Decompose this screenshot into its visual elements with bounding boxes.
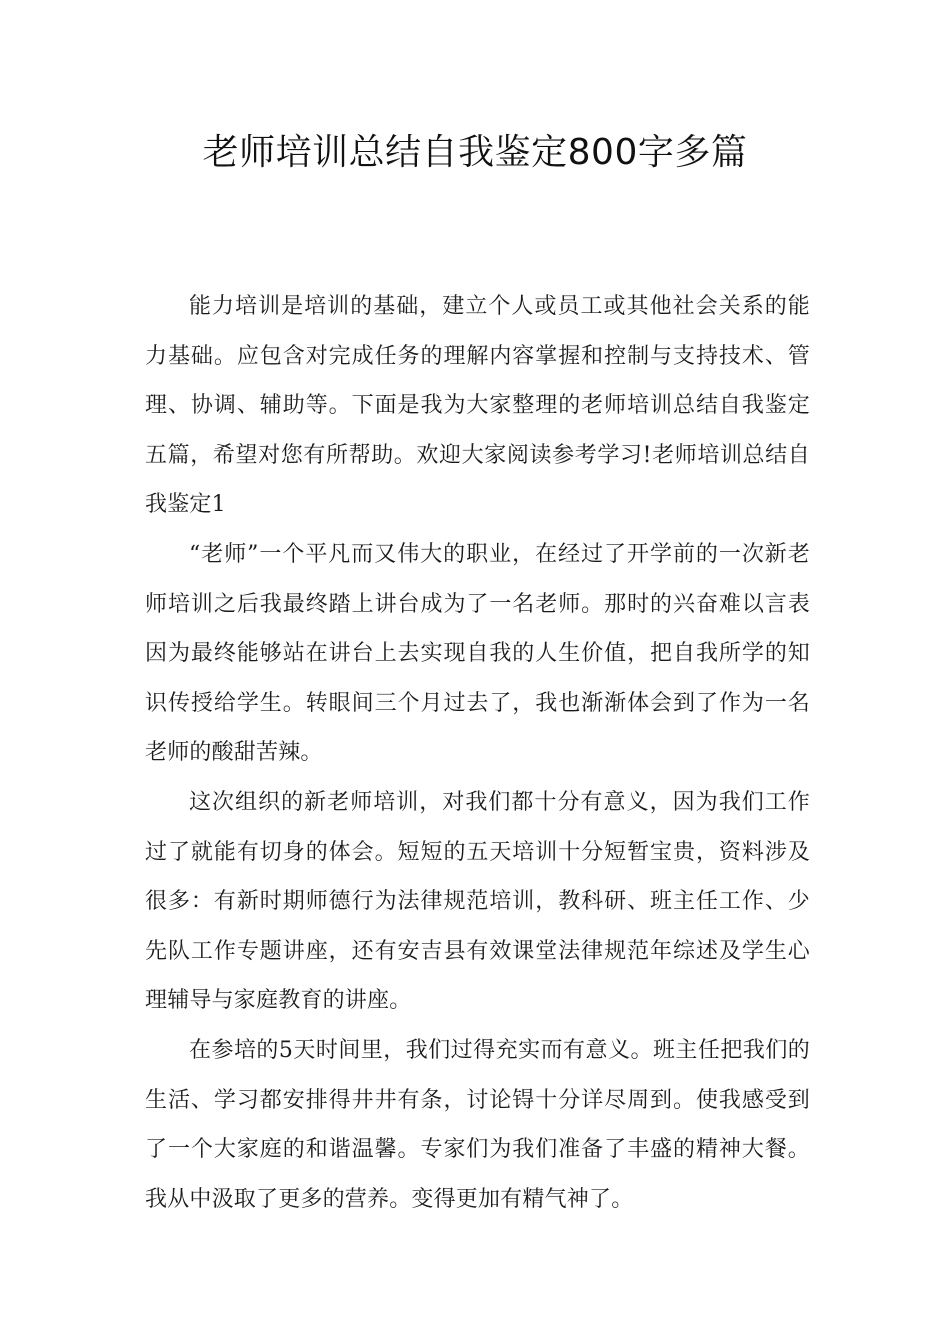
paragraph-1: 能力培训是培训的基础，建立个人或员工或其他社会关系的能力基础。应包含对完成任务的理解内容掌握和控制与支持技术、管理、协调、辅助等。下面是我为大家整理的老师培训总结自我鉴定五篇，希望对您有所帮助。欢迎大家阅读参考学习!老师培训总结自我鉴定1	[145, 294, 810, 518]
document-title: 老师培训总结自我鉴定800字多篇	[202, 132, 748, 173]
paragraph-2: “老师”一个平凡而又伟大的职业，在经过了开学前的一次新老师培训之后我最终踏上讲台成为了一名老师。那时的兴奋难以言表因为最终能够站在讲台上去实现自我的人生价值，把自我所学的知识传授给学生。转眼间三个月过去了，我也渐渐体会到了作为一名老师的酸甜苦辣。	[145, 541, 810, 766]
paragraph-4: 在参培的5天时间里，我们过得充实而有意义。班主任把我们的生活、学习都安排得井井有条，讨论锝十分详尽周到。使我感受到了一个大家庭的和谐温馨。专家们为我们准备了丰盛的精神大餐。我从中汲取了更多的营养。变得更加有精气神了。	[145, 1037, 810, 1212]
paragraph-3: 这次组织的新老师培训，对我们都十分有意义，因为我们工作过了就能有切身的体会。短短的五天培训十分短暂宝贵，资料涉及很多：有新时期师德行为法律规范培训，教科研、班主任工作、少先队工作专题讲座，还有安吉县有效课堂法律规范年综述及学生心理辅导与家庭教育的讲座。	[145, 789, 810, 1014]
document-body	[145, 282, 810, 1224]
